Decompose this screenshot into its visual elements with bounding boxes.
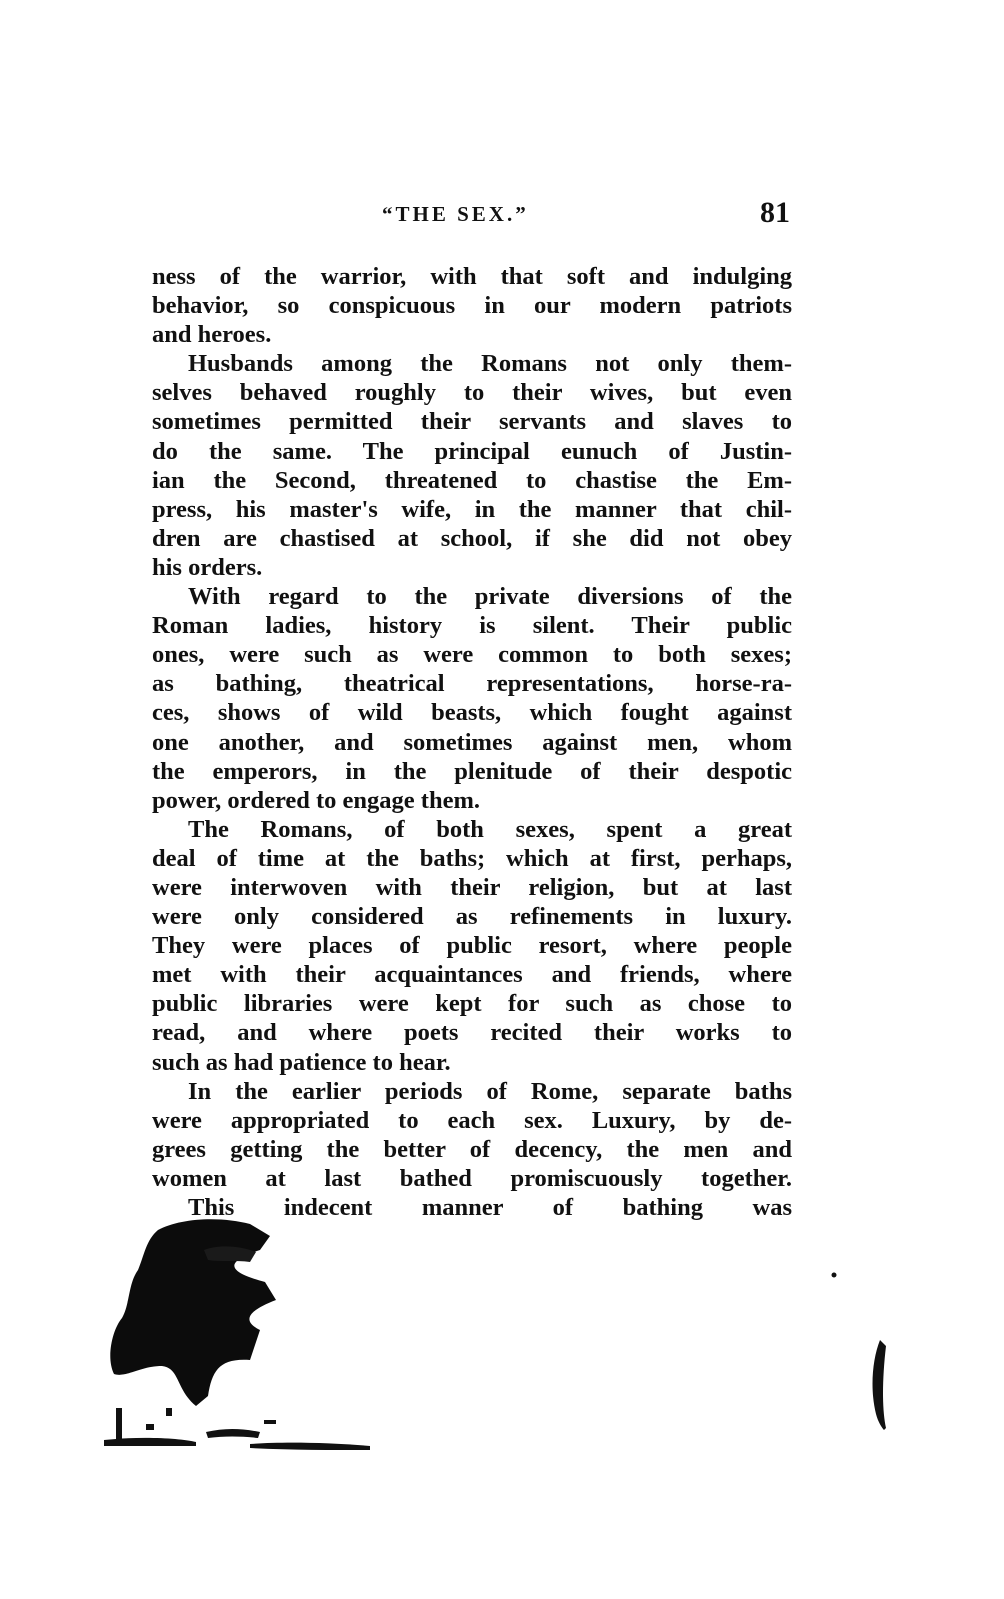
text-line: sometimes permitted their servants and slaves to (152, 408, 792, 436)
text-line: deal of time at the baths; which at first, perhaps, (152, 844, 792, 872)
text-line: They were places of public resort, where people (152, 932, 792, 960)
text-line: met with their acquaintances and friends, where (152, 961, 792, 989)
text-line: read, and where poets recited their works to (152, 1019, 792, 1047)
text-line: ness of the warrior, with that soft and indulging (152, 263, 792, 290)
text-line: and heroes. (152, 321, 272, 349)
text-line: his orders. (152, 553, 263, 581)
text-line: Husbands among the Romans not only them- (188, 350, 792, 378)
text-line: were only considered as refinements in luxury. (152, 903, 792, 931)
text-line: ian the Second, threatened to chastise the Em- (152, 466, 792, 494)
running-title: “THE SEX.” (382, 202, 529, 226)
body-text (152, 262, 792, 1222)
text-line: as bathing, theatrical representations, horse-ra- (152, 670, 792, 698)
text-line: The Romans, of both sexes, spent a great (188, 815, 792, 843)
text-line: one another, and sometimes against men, whom (152, 728, 792, 756)
text-line: public libraries were kept for such as chose to (152, 990, 792, 1018)
text-line: Roman ladies, history is silent. Their public (152, 612, 792, 640)
text-line: behavior, so conspicuous in our modern patriots (152, 292, 792, 320)
text-line: the emperors, in the plenitude of their despotic (152, 757, 792, 785)
text-line: press, his master's wife, in the manner that chil- (152, 495, 792, 523)
text-line: power, ordered to engage them. (152, 786, 480, 814)
ink-blot-damage (100, 1210, 400, 1470)
text-line: With regard to the private diversions of the (188, 583, 792, 611)
running-head (150, 196, 792, 238)
text-line: were appropriated to each sex. Luxury, by de- (152, 1106, 792, 1134)
text-line: selves behaved roughly to their wives, but even (152, 379, 792, 407)
text-line: This indecent manner of bathing was (188, 1194, 792, 1221)
page-number: 81 (760, 196, 790, 229)
text-line: grees getting the better of decency, the men and (152, 1135, 792, 1163)
text-line: ces, shows of wild beasts, which fought against (152, 699, 792, 727)
text-line: women at last bathed promiscuously together. (152, 1164, 792, 1192)
margin-ink-mark (868, 1340, 888, 1430)
text-line: In the earlier periods of Rome, separate baths (188, 1077, 792, 1105)
text-line: were interwoven with their religion, but at last (152, 873, 792, 901)
text-line: such as had patience to hear. (152, 1048, 451, 1076)
text-line: dren are chastised at school, if she did not obey (152, 524, 792, 552)
stray-ink-dot (831, 1272, 837, 1278)
text-line: ones, were such as were common to both sexes; (152, 641, 792, 669)
text-line: do the same. The principal eunuch of Justin- (152, 437, 792, 465)
